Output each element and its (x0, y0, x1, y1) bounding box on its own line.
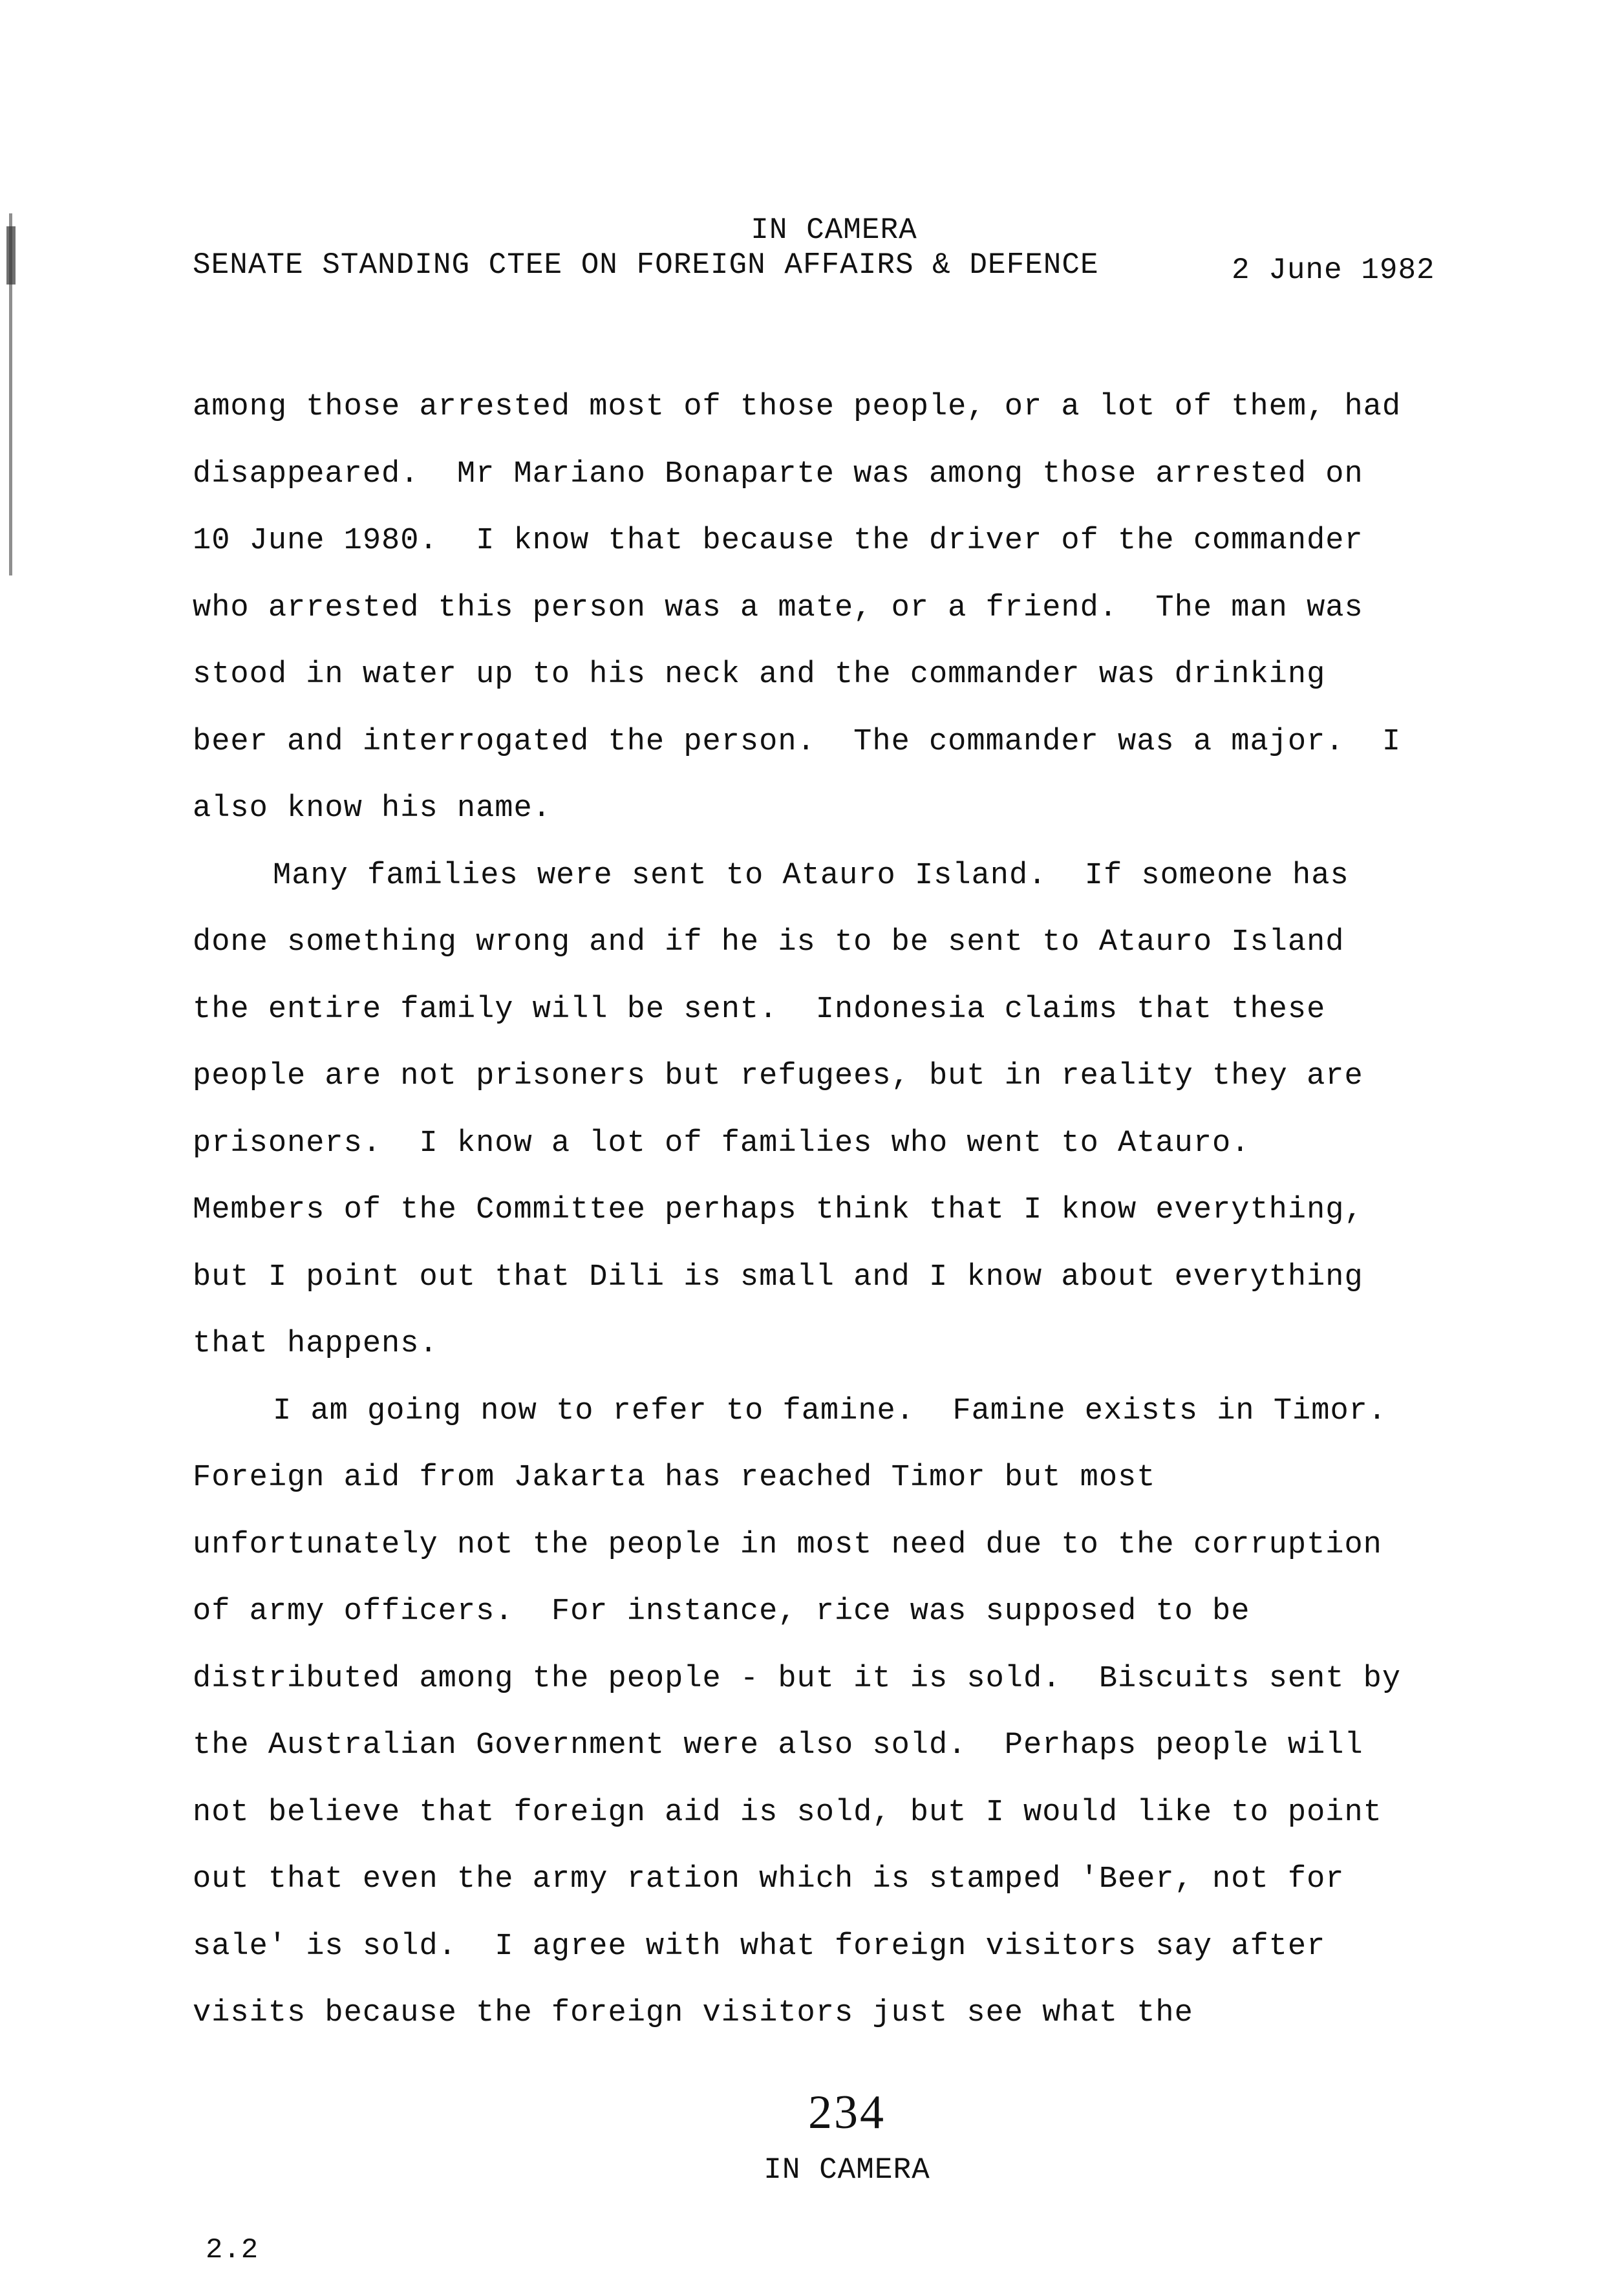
text-line: Members of the Committee perhaps think that I know everything, (193, 1193, 1363, 1227)
text-line: the entire family will be sent. Indonesia claims that these (193, 992, 1326, 1027)
text-line: but I point out that Dili is small and I know about everything (193, 1260, 1363, 1295)
text-line: visits because the foreign visitors just see what the (193, 1996, 1193, 2030)
header-date: 2 June 1982 (1232, 253, 1435, 287)
body-text (193, 374, 1486, 2047)
text-line: not believe that foreign aid is sold, but I would like to point (193, 1795, 1382, 1830)
paragraph-1 (193, 374, 1486, 843)
text-line: unfortunately not the people in most need due to the corruption (193, 1527, 1382, 1562)
text-line: sale' is sold. I agree with what foreign visitors say after (193, 1929, 1326, 1964)
header-classification: IN CAMERA (751, 213, 917, 247)
text-line: people are not prisoners but refugees, but in reality they are (193, 1059, 1363, 1093)
text-line: prisoners. I know a lot of families who went to Atauro. (193, 1126, 1250, 1161)
text-line: among those arrested most of those people, or a lot of them, had (193, 390, 1402, 424)
text-line: who arrested this person was a mate, or a friend. The man was (193, 590, 1363, 625)
text-line: distributed among the people - but it is sold. Biscuits sent by (193, 1661, 1402, 1696)
text-line: Foreign aid from Jakarta has reached Timor but most (193, 1461, 1156, 1495)
text-line: I am going now to refer to famine. Famine exists in Timor. (273, 1393, 1387, 1428)
text-line: disappeared. Mr Mariano Bonaparte was among those arrested on (193, 457, 1363, 491)
text-line: done something wrong and if he is to be sent to Atauro Island (193, 925, 1345, 960)
scan-margin-mark (6, 226, 16, 285)
text-line: of army officers. For instance, rice was supposed to be (193, 1595, 1250, 1629)
footer-classification: IN CAMERA (764, 2153, 930, 2187)
text-line: also know his name. (193, 791, 551, 826)
text-line: beer and interrogated the person. The commander was a major. I (193, 724, 1402, 759)
page-number: 234 (808, 2086, 886, 2139)
paragraph-2 (193, 843, 1486, 1378)
text-line: stood in water up to his neck and the commander was drinking (193, 658, 1326, 692)
text-line: that happens. (193, 1327, 438, 1361)
text-line: the Australian Government were also sold. Perhaps people will (193, 1728, 1363, 1763)
header-committee: SENATE STANDING CTEE ON FOREIGN AFFAIRS & DEFENCE (193, 248, 1099, 282)
footer-code: 2.2 (206, 2234, 259, 2266)
text-line: out that even the army ration which is stamped 'Beer, not for (193, 1862, 1345, 1897)
text-line: 10 June 1980. I know that because the driver of the commander (193, 524, 1363, 558)
text-line: Many families were sent to Atauro Island. If someone has (273, 858, 1349, 893)
paragraph-3 (193, 1378, 1486, 2047)
